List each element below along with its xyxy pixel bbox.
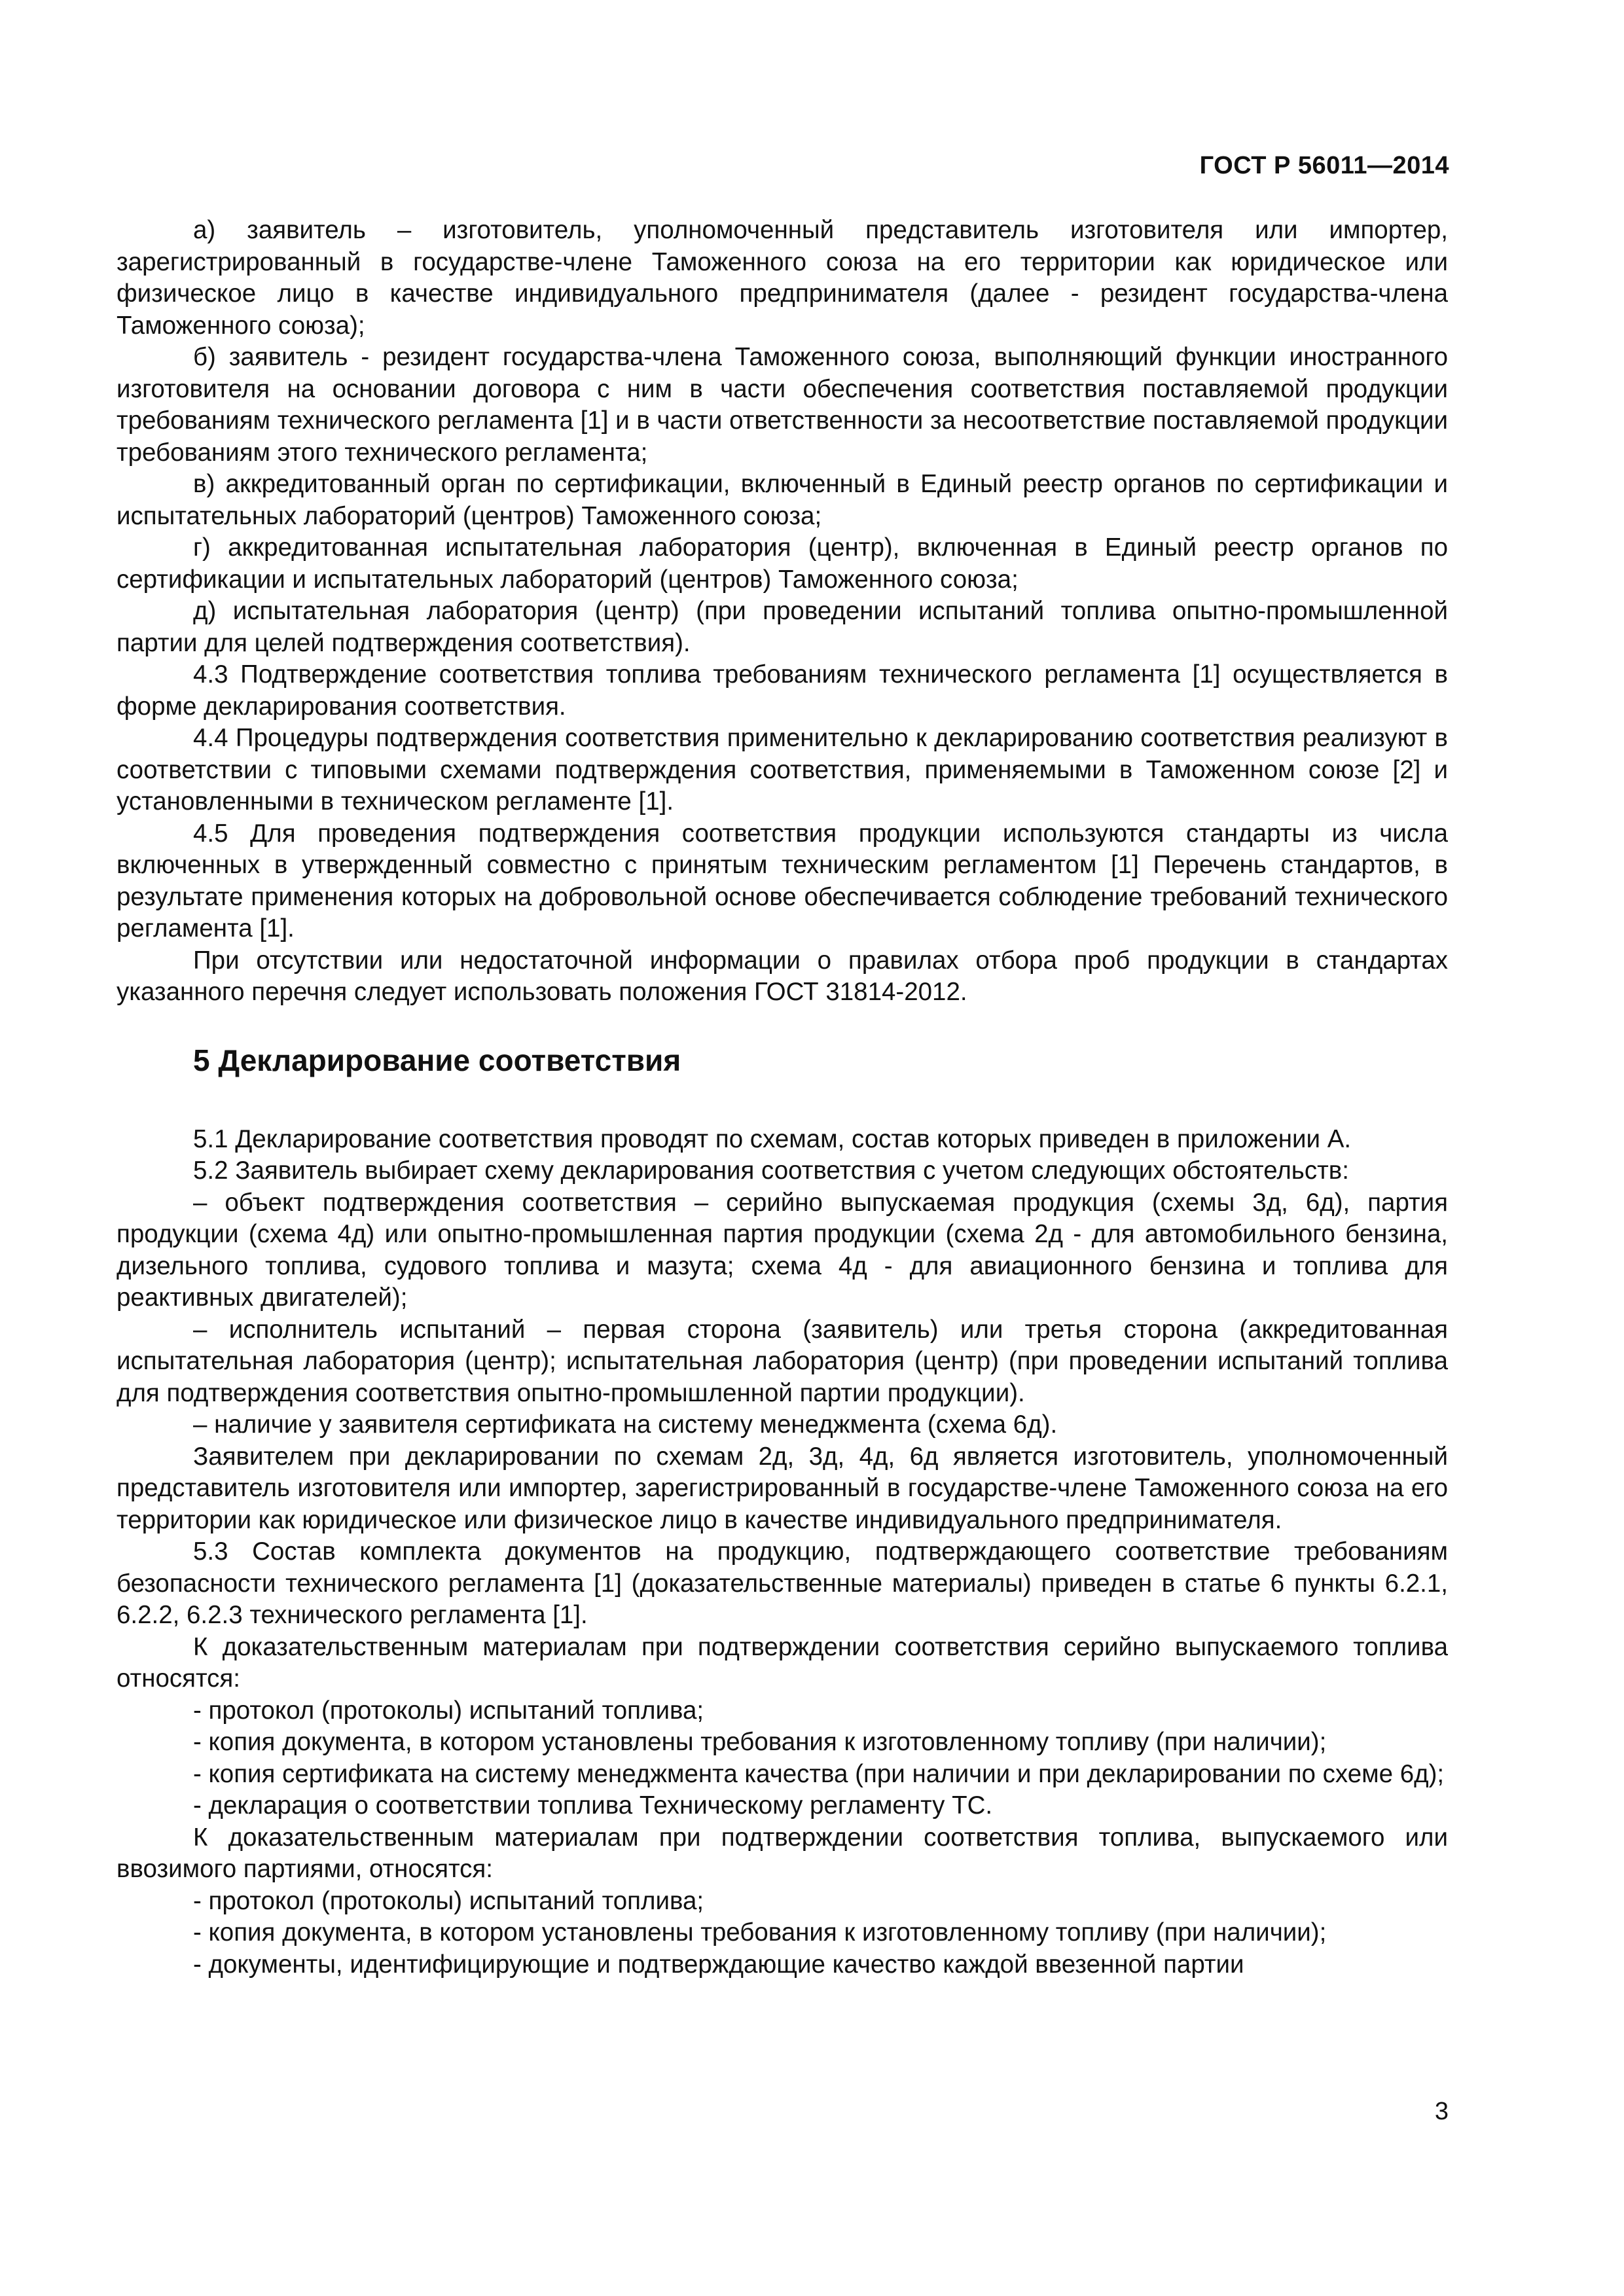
paragraph-4-3: 4.3 Подтверждение соответствия топлива требованиям технического регламента [1] осуществляется в форме декларирования соответствия. — [117, 660, 1448, 721]
paragraph-4-2-b: б) заявитель - резидент государства-члена Таможенного союза, выполняющий функции иностранного изготовителя на основании договора с ним в части обеспечения соответствия поставляемой продукции требованиям технического регламента [1] и в части ответственности за несоответствие поставляемой продукции требованиям этого технического регламента; — [117, 343, 1448, 467]
paragraph-4-2-g: г) аккредитованная испытательная лаборатория (центр), включенная в Единый реестр органов по сертификации и испытательных лабораторий (центров) Таможенного союза; — [117, 533, 1448, 594]
paragraph-4-2-v: в) аккредитованный орган по сертификации, включенный в Единый реестр органов по сертификации и испытательных лабораторий (центров) Таможенного союза; — [117, 470, 1448, 530]
list-item: - протокол (протоколы) испытаний топлива; — [193, 1886, 704, 1915]
paragraph-applicant: Заявителем при декларировании по схемам 2д, 3д, 4д, 6д является изготовитель, уполномоченный представитель изготовителя или импортер, зарегистрированный в государстве-члене Таможенного союза на его территории как юридическое или физическое лицо в качестве индивидуального предпринимателя. — [117, 1442, 1448, 1534]
paragraph-batch-evidence: К доказательственным материалам при подтверждении соответствия топлива, выпускаемого или ввозимого партиями, относятся: — [117, 1823, 1448, 1883]
paragraph-5-2: 5.2 Заявитель выбирает схему декларирования соответствия с учетом следующих обстоятельств: — [193, 1157, 1349, 1185]
page-number: 3 — [1434, 2098, 1449, 2125]
paragraph-4-2-d: д) испытательная лаборатория (центр) (при проведении испытаний топлива опытно-промышленной партии для целей подтверждения соответствия). — [117, 597, 1448, 657]
list-item: - копия сертификата на систему менеджмента качества (при наличии и при декларировании по схеме 6д); — [193, 1759, 1445, 1788]
list-item: - копия документа, в котором установлены требования к изготовленному топливу (при наличии); — [193, 1728, 1327, 1756]
paragraph-5-1: 5.1 Декларирование соответствия проводят по схемам, состав которых приведен в приложении А. — [193, 1124, 1352, 1153]
list-item: – исполнитель испытаний – первая сторона (заявитель) или третья сторона (аккредитованная испытательная лаборатория (центр); испытательная лаборатория (центр) (при проведении испытаний топлива для подтверждения соответствия опытно-промышленной партии продукции). — [117, 1315, 1448, 1407]
paragraph-serial-evidence: К доказательственным материалам при подтверждении соответствия серийно выпускаемого топлива относятся: — [117, 1632, 1448, 1693]
list-item: – объект подтверждения соответствия – серийно выпускаемая продукция (схемы 3д, 6д), партия продукции (схема 4д) или опытно-промышленная партия продукции (схема 2д - для автомобильного бензина, дизельного топлива, судового топлива и мазута; схема 4д - для авиационного бензина и топлива для реактивных двигателей); — [117, 1188, 1448, 1312]
document-body — [117, 215, 1448, 1981]
paragraph-4-5-note: При отсутствии или недостаточной информации о правилах отбора проб продукции в стандартах указанного перечня следует использовать положения ГОСТ 31814-2012. — [117, 946, 1448, 1006]
list-item: - копия документа, в котором установлены требования к изготовленному топливу (при наличии); — [193, 1918, 1327, 1946]
paragraph-4-4: 4.4 Процедуры подтверждения соответствия применительно к декларированию соответствия реализуют в соответствии с типовыми схемами подтверждения соответствия, применяемыми в Таможенном союзе [2] и установленными в техническом регламенте [1]. — [117, 724, 1448, 816]
paragraph-4-5: 4.5 Для проведения подтверждения соответствия продукции используются стандарты из числа включенных в утвержденный совместно с принятым техническим регламентом [1] Перечень стандартов, в результате применения которых на добровольной основе обеспечивается соблюдение требований технического регламента [1]. — [117, 819, 1448, 942]
list-item: - протокол (протоколы) испытаний топлива; — [193, 1696, 704, 1725]
paragraph-4-2-a: а) заявитель – изготовитель, уполномоченный представитель изготовителя или импортер, зарегистрированный в государстве-члене Таможенного союза на его территории как юридическое или физическое лицо в качестве индивидуального предпринимателя (далее - резидент государства-члена Таможенного союза); — [117, 216, 1448, 340]
list-item: - документы, идентифицирующие и подтверждающие качество каждой ввезенной партии — [193, 1950, 1244, 1979]
section-heading: 5 Декларирование соответствия — [193, 1043, 681, 1077]
list-item: - декларация о соответствии топлива Техническому регламенту ТС. — [193, 1791, 993, 1820]
list-item: – наличие у заявителя сертификата на систему менеджмента (схема 6д). — [193, 1410, 1058, 1439]
document-id: ГОСТ Р 56011—2014 — [1199, 152, 1449, 179]
paragraph-5-3: 5.3 Состав комплекта документов на продукцию, подтверждающего соответствие требованиям безопасности технического регламента [1] (доказательственные материалы) приведен в статье 6 пункты 6.2.1, 6.2.2, 6.2.3 технического регламента [1]. — [117, 1537, 1448, 1629]
